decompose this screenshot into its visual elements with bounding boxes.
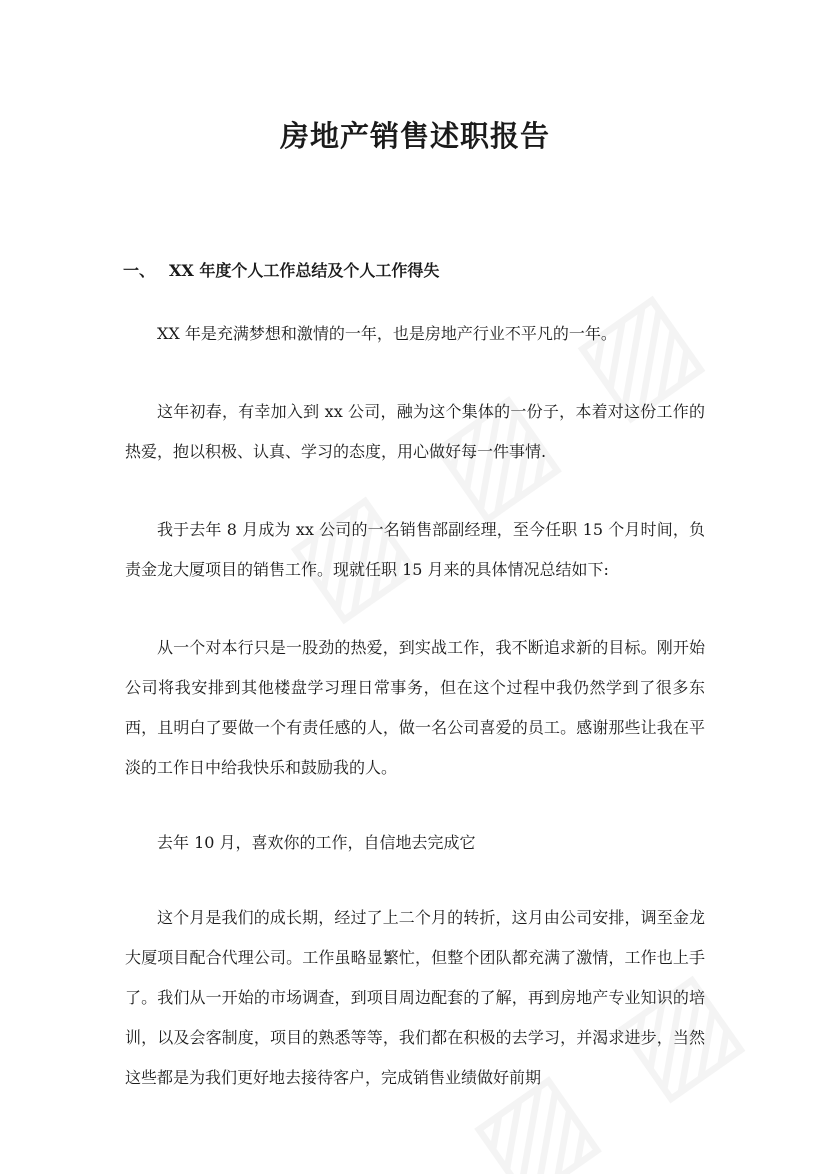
document-body — [125, 314, 705, 1098]
paragraph: 这个月是我们的成长期，经过了上二个月的转折，这月由公司安排，调至金龙大厦项目配合代理公司。工作虽略显繁忙，但整个团队都充满了激情，工作也上手了。我们从一开始的市场调查，到项目周边配套的了解，再到房地产专业知识的培训，以及会客制度，项目的熟悉等等，我们都在积极的去学习，并渴求进步，当然这些都是为我们更好地去接待客户，完成销售业绩做好前期 — [125, 908, 705, 1087]
section-heading — [123, 258, 439, 281]
paragraph: 这年初春，有幸加入到 xx 公司，融为这个集体的一份子，本着对这份工作的热爱，抱以积极、认真、学习的态度，用心做好每一件事情. — [125, 402, 705, 461]
paragraph: 我于去年 8 月成为 xx 公司的一名销售部副经理，至今任职 15 个月时间，负责金龙大厦项目的销售工作。现就任职 15 月来的具体情况总结如下: — [125, 520, 705, 579]
paragraph: XX 年是充满梦想和激情的一年，也是房地产行业不平凡的一年。 — [157, 324, 617, 343]
document-title: 房地产销售述职报告 — [279, 119, 550, 153]
paragraph: 去年 10 月，喜欢你的工作，自信地去完成它 — [157, 833, 476, 852]
section-number: 一、 — [123, 261, 156, 280]
section-heading-text: XX 年度个人工作总结及个人工作得失 — [169, 261, 440, 280]
paragraph: 从一个对本行只是一股劲的热爱，到实战工作，我不断追求新的目标。刚开始公司将我安排到其他楼盘学习理日常事务，但在这个过程中我仍然学到了很多东西，且明白了要做一个有责任感的人，做一名公司喜爱的员工。感谢那些让我在平淡的工作日中给我快乐和鼓励我的人。 — [125, 638, 705, 777]
